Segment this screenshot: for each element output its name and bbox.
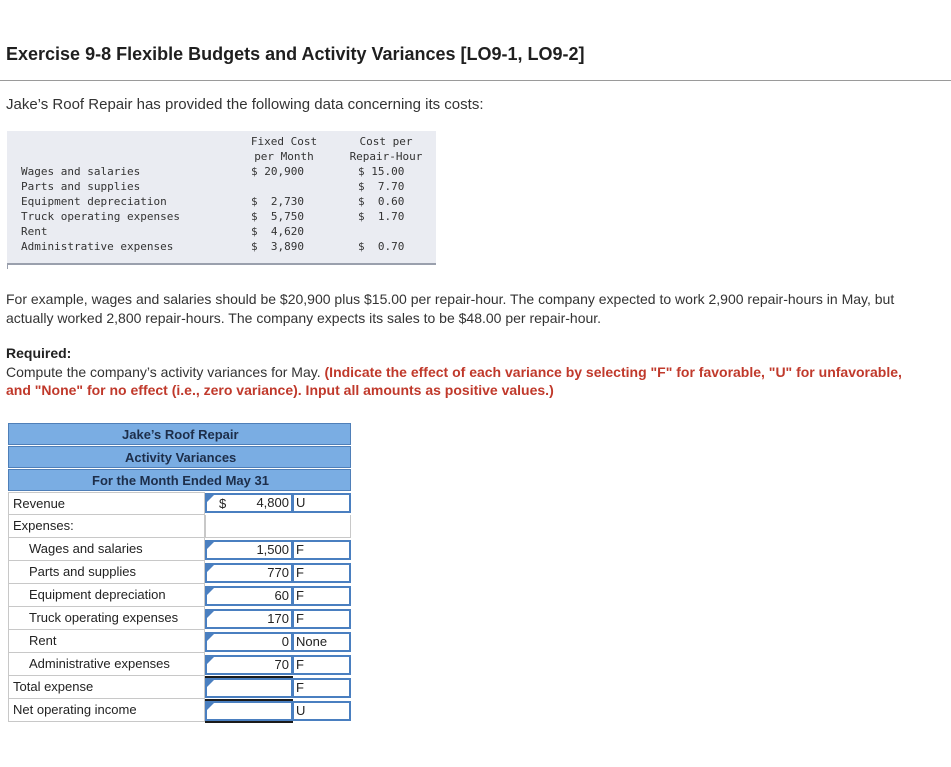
required-text (6, 363, 916, 399)
cost-row-label: Rent (21, 225, 48, 238)
cost-row-label: Parts and supplies (21, 180, 141, 193)
header-fixed-line1: Fixed Cost (250, 135, 318, 148)
expense-label: Wages and salaries (8, 538, 205, 561)
cost-row-label: Administrative expenses (21, 240, 174, 253)
admin-effect-select[interactable]: F (293, 655, 351, 675)
header-var-line2: Repair-Hour (349, 150, 423, 163)
parts-effect-select[interactable]: F (293, 563, 351, 583)
rent-effect-select[interactable]: None (293, 632, 351, 652)
total-expense-amount-input[interactable] (205, 678, 293, 698)
net-income-amount-input[interactable] (205, 701, 293, 721)
cost-row-label: Truck operating expenses (21, 210, 180, 223)
expense-label: Equipment depreciation (8, 584, 205, 607)
divider (0, 80, 951, 81)
expenses-label: Expenses: (8, 515, 205, 538)
currency-symbol: $ (219, 496, 227, 511)
net-income-effect-select[interactable]: U (293, 701, 351, 721)
expense-label: Parts and supplies (8, 561, 205, 584)
revenue-amount-input[interactable]: $ 4,800 (205, 493, 293, 513)
required-question: Compute the company’s activity variances for May. (6, 364, 321, 380)
cost-row-label: Wages and salaries (21, 165, 141, 178)
answer-title-report: Activity Variances (8, 446, 351, 468)
fixed-cost-value: $ 2,730 (251, 195, 304, 208)
revenue-label: Revenue (8, 492, 205, 515)
net-income-double-rule (205, 721, 293, 723)
answer-title-period: For the Month Ended May 31 (8, 469, 351, 491)
intro-text: Jake’s Roof Repair has provided the following data concerning its costs: (6, 96, 484, 113)
empty-cell (205, 515, 351, 538)
truck-effect-select[interactable]: F (293, 609, 351, 629)
expense-label: Truck operating expenses (8, 607, 205, 630)
fixed-cost-value: $ 5,750 (251, 210, 304, 223)
fixed-cost-value: $ 3,890 (251, 240, 304, 253)
wages-amount-input[interactable]: 1,500 (205, 540, 293, 560)
parts-amount-input[interactable]: 770 (205, 563, 293, 583)
answer-title-company: Jake’s Roof Repair (8, 423, 351, 445)
depreciation-amount-input[interactable]: 60 (205, 586, 293, 606)
var-cost-value: $ 0.70 (358, 240, 405, 253)
rent-amount-input[interactable]: 0 (205, 632, 293, 652)
depreciation-effect-select[interactable]: F (293, 586, 351, 606)
revenue-effect-select[interactable]: U (293, 493, 351, 513)
total-expense-label: Total expense (8, 676, 205, 699)
required-label: Required: (6, 345, 72, 361)
expense-label: Administrative expenses (8, 653, 205, 676)
example-paragraph: For example, wages and salaries should be $20,900 plus $15.00 per repair-hour. The company expected to work 2,900 repair-hours in May, but actually worked 2,800 repair-hours. The company expects its sales to be $48.00 per repair-hour. (6, 291, 895, 326)
wages-effect-select[interactable]: F (293, 540, 351, 560)
net-income-label: Net operating income (8, 699, 205, 722)
var-cost-value: $ 1.70 (358, 210, 405, 223)
admin-amount-input[interactable]: 70 (205, 655, 293, 675)
total-expense-effect-select[interactable]: F (293, 678, 351, 698)
header-fixed-line2: per Month (254, 150, 314, 163)
fixed-cost-value: $ 20,900 (251, 165, 304, 178)
table-bottom-rule (7, 263, 436, 265)
expense-label: Rent (8, 630, 205, 653)
cost-row-label: Equipment depreciation (21, 195, 167, 208)
var-cost-value: $ 0.60 (358, 195, 405, 208)
var-cost-value: $ 7.70 (358, 180, 405, 193)
required-instruction: (Indicate the effect of each variance by selecting "F" for favorable, "U" for unfavorable, and "None" for no effect (i.e., zero variance). Input all amounts as positive values.) (6, 364, 902, 398)
cost-data-table (7, 131, 436, 263)
var-cost-value: $ 15.00 (358, 165, 405, 178)
fixed-cost-value: $ 4,620 (251, 225, 304, 238)
exercise-title: Exercise 9-8 Flexible Budgets and Activity Variances [LO9-1, LO9-2] (6, 44, 585, 64)
header-var-line1: Cost per (359, 135, 413, 148)
truck-amount-input[interactable]: 170 (205, 609, 293, 629)
table-left-tick (7, 263, 8, 269)
